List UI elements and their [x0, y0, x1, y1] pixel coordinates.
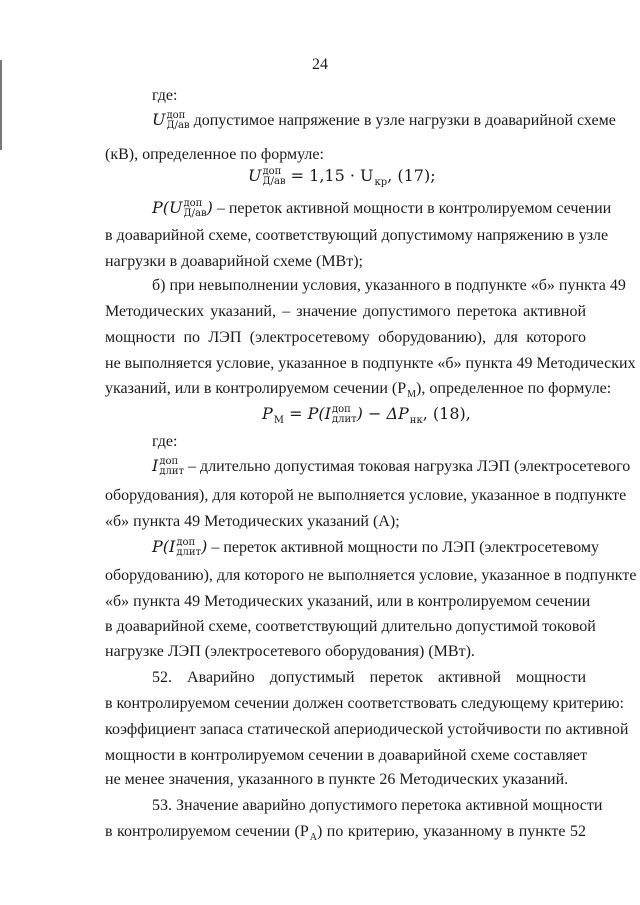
- paragraph-line: нагрузки в доаварийной схеме (МВт);: [105, 253, 363, 270]
- paragraph-line: в доаварийной схеме, соответствующий допустимому напряжению в узле: [105, 227, 609, 244]
- formula-symbol: U доп Д/ав: [152, 109, 190, 131]
- definition-line: U доп Д/ав допустимое напряжение в узле нагрузки в доаварийной схеме: [152, 109, 616, 131]
- clause-53: 53. Значение аварийно допустимого перетока активной мощности: [152, 797, 603, 814]
- paragraph-line: где:: [152, 433, 178, 450]
- paragraph-line: не выполняется условие, указанное в подпункте «б» пункта 49 Методических: [105, 355, 636, 372]
- formula-symbol: P(U доп Д/ав ): [152, 197, 213, 219]
- paragraph-line: не менее значения, указанного в пункте 26 Методических указаний.: [105, 771, 569, 788]
- formula-symbol: P(I доп длит ): [152, 536, 208, 558]
- clause-52: 52. Аварийно допустимый переток активной мощности: [152, 669, 586, 686]
- definition-line: I доп длит – длительно допустимая токовая нагрузка ЛЭП (электросетевого: [152, 455, 631, 477]
- paragraph-line: «б» пункта 49 Методических указаний, или в контролируемом сечении: [105, 593, 591, 610]
- paragraph-line: Методических указаний, – значение допустимого перетока активной: [105, 303, 586, 320]
- paragraph-line: оборудованию), для которого не выполняется условие, указанное в подпункте: [105, 567, 637, 584]
- formula-18: P М = P(I доп длит ) − ΔP нк , (18),: [262, 403, 471, 426]
- formula-symbol: I доп длит: [152, 455, 185, 477]
- paragraph-line: в доаварийной схеме, соответствующий длительно допустимой токовой: [105, 618, 596, 635]
- definition-line: P(I доп длит ) – переток активной мощности по ЛЭП (электросетевому: [152, 536, 600, 558]
- paragraph-line: в контролируемом сечении должен соответствовать следующему критерию:: [105, 695, 624, 712]
- paragraph-line: «б» пункта 49 Методических указаний (А);: [105, 513, 400, 530]
- page-number: 24: [312, 56, 328, 73]
- paragraph-line: где:: [152, 87, 178, 104]
- formula-17: U доп Д/ав = 1,15 · U кр , (17);: [248, 165, 436, 188]
- paragraph-line: оборудования), для которой не выполняется условие, указанное в подпункте: [105, 487, 627, 504]
- paragraph-line: б) при невыполнении условия, указанного в подпункте «б» пункта 49: [152, 277, 626, 294]
- paragraph-line: в контролируемом сечении (P А ) по критерию, указанному в пункте 52: [105, 823, 587, 843]
- paragraph-line: (кВ), определенное по формуле:: [105, 146, 324, 163]
- paragraph-line: коэффициент запаса статической апериодической устойчивости по активной: [105, 721, 629, 738]
- paragraph-line: мощности в контролируемом сечении в доаварийной схеме составляет: [105, 747, 588, 764]
- definition-line: P(U доп Д/ав ) – переток активной мощности в контролируемом сечении: [152, 197, 612, 219]
- paragraph-line: нагрузке ЛЭП (электросетевого оборудования) (МВт).: [105, 643, 475, 660]
- paragraph-line: указаний, или в контролируемом сечении (P М ), определенное по формуле:: [105, 380, 612, 400]
- paragraph-line: мощности по ЛЭП (электросетевому оборудованию), для которого: [105, 329, 586, 346]
